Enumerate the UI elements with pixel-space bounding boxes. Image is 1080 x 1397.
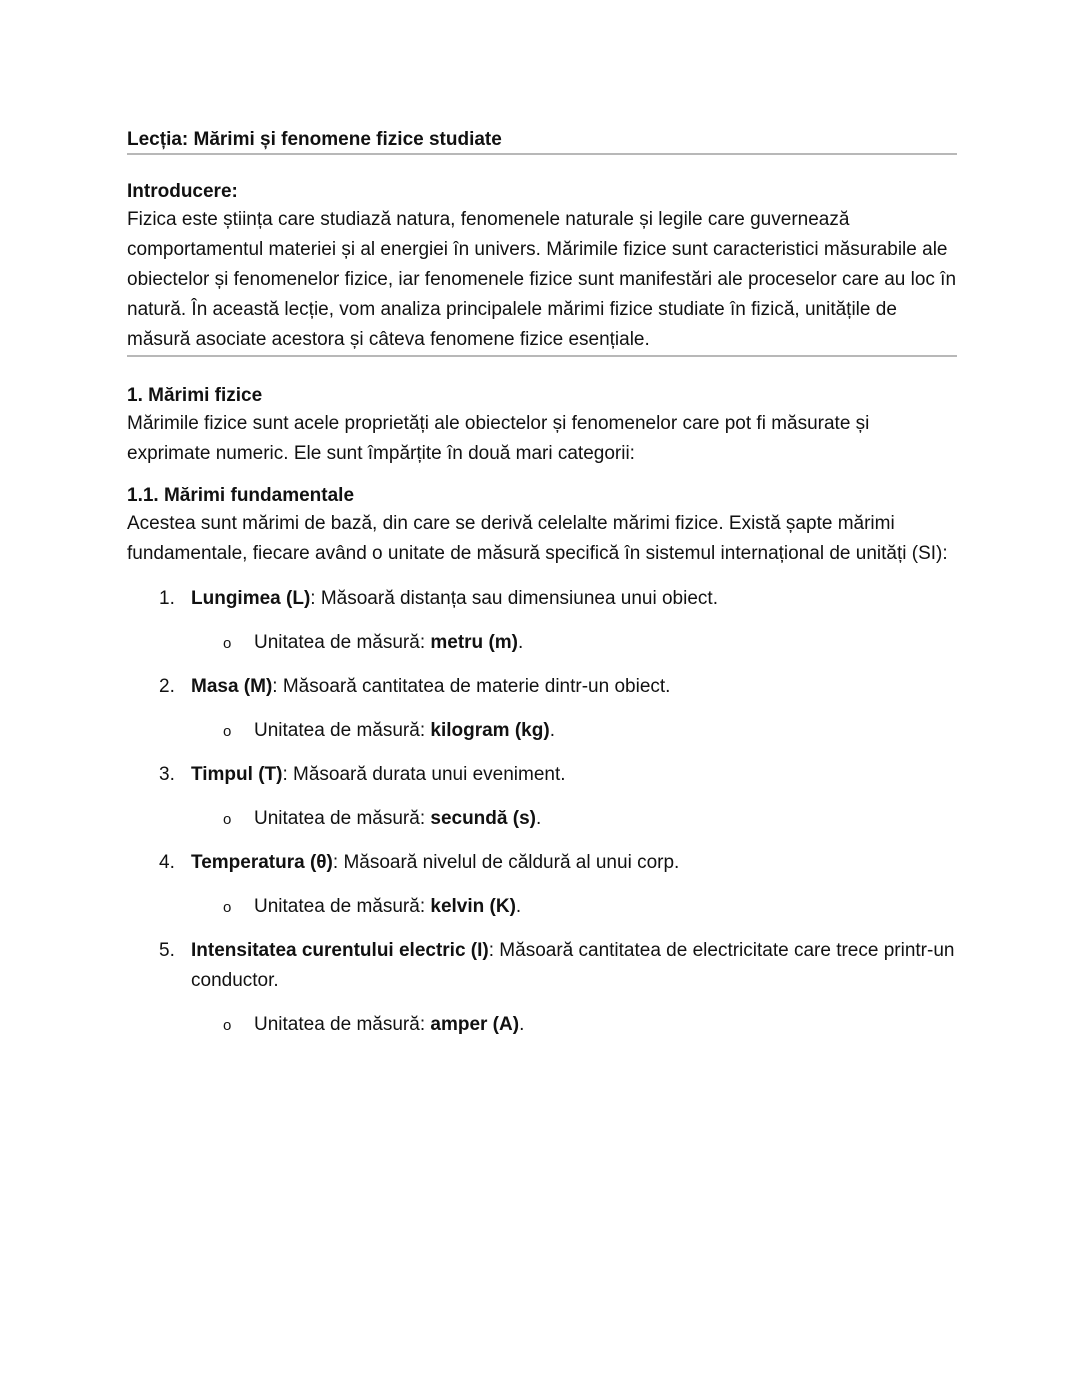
circle-bullet-icon: o [223,1017,232,1034]
item-number: 1. [159,588,175,609]
item-number: 3. [159,764,175,785]
unit-value: kelvin (K) [430,896,516,917]
list-item [127,936,957,996]
document-content [127,127,957,1054]
item-number: 4. [159,852,175,873]
item-number: 2. [159,676,175,697]
unit-bullet: o Unitatea de măsură: kelvin (K). [127,892,957,922]
quantity-description: : Măsoară cantitatea de electricitate care trece printr-un conductor. [191,940,955,991]
quantity-name: Timpul (T) [191,764,283,785]
unit-value: amper (A) [430,1014,520,1035]
quantity-name: Intensitatea curentului electric (I) [191,940,489,961]
quantity-description: : Măsoară cantitatea de materie dintr-un obiect. [272,676,671,697]
list-item [127,760,957,790]
unit-bullet: o Unitatea de măsură: metru (m). [127,628,957,658]
circle-bullet-icon: o [223,723,232,740]
subsection-heading: 1.1. Mărimi fundamentale [127,485,355,506]
unit-prefix: Unitatea de măsură: [254,720,431,741]
quantity-description: : Măsoară nivelul de căldură al unui corp. [332,852,680,873]
fundamental-quantities-list [127,584,957,1040]
unit-value: secundă (s) [430,808,536,829]
unit-prefix: Unitatea de măsură: [254,896,431,917]
unit-prefix: Unitatea de măsură: [254,1014,431,1035]
list-item [127,848,957,878]
divider [127,355,957,357]
item-number: 5. [159,940,175,961]
intro-heading: Introducere: [127,181,238,202]
section-heading: 1. Mărimi fizice [127,385,263,406]
unit-prefix: Unitatea de măsură: [254,632,431,653]
circle-bullet-icon: o [223,811,232,828]
quantity-name: Temperatura (θ) [191,852,333,873]
unit-value: metru (m) [430,632,518,653]
section-paragraph: Mărimile fizice sunt acele proprietăți ale obiectelor și fenomenelor care pot fi măsurate și exprimate numeric. Ele sunt împărțite în două mari categorii: [127,413,870,464]
list-item [127,584,957,614]
unit-bullet: o Unitatea de măsură: kilogram (kg). [127,716,957,746]
lesson-title: Lecția: Mărimi și fenomene fizice studiate [127,129,502,150]
quantity-description: : Măsoară durata unui eveniment. [282,764,566,785]
intro-paragraph: Fizica este știința care studiază natura, fenomenele naturale și legile care guvernează comportamentul materiei și al energiei în univers. Mărimile fizice sunt caracteristici măsurabile ale obiectelor și fenomenelor fizice, iar fenomenele fizice sunt manifestări ale proceselor care au loc în natură. În această lecție, vom analiza principalele mărimi fizice studiate în fizică, unitățile de măsură asociate acestora și câteva fenomene fizice esențiale. [127,209,957,350]
unit-prefix: Unitatea de măsură: [254,808,431,829]
divider [127,153,957,155]
circle-bullet-icon: o [223,899,232,916]
quantity-name: Masa (M) [191,676,273,697]
unit-bullet: o Unitatea de măsură: amper (A). [127,1010,957,1040]
unit-bullet: o Unitatea de măsură: secundă (s). [127,804,957,834]
subsection-paragraph: Acestea sunt mărimi de bază, din care se derivă celelalte mărimi fizice. Există șapte mărimi fundamentale, fiecare având o unitate de măsură specifică în sistemul internațional de unități (SI): [127,513,948,564]
quantity-name: Lungimea (L) [191,588,311,609]
circle-bullet-icon: o [223,635,232,652]
list-item [127,672,957,702]
unit-value: kilogram (kg) [430,720,550,741]
quantity-description: : Măsoară distanța sau dimensiunea unui obiect. [310,588,718,609]
